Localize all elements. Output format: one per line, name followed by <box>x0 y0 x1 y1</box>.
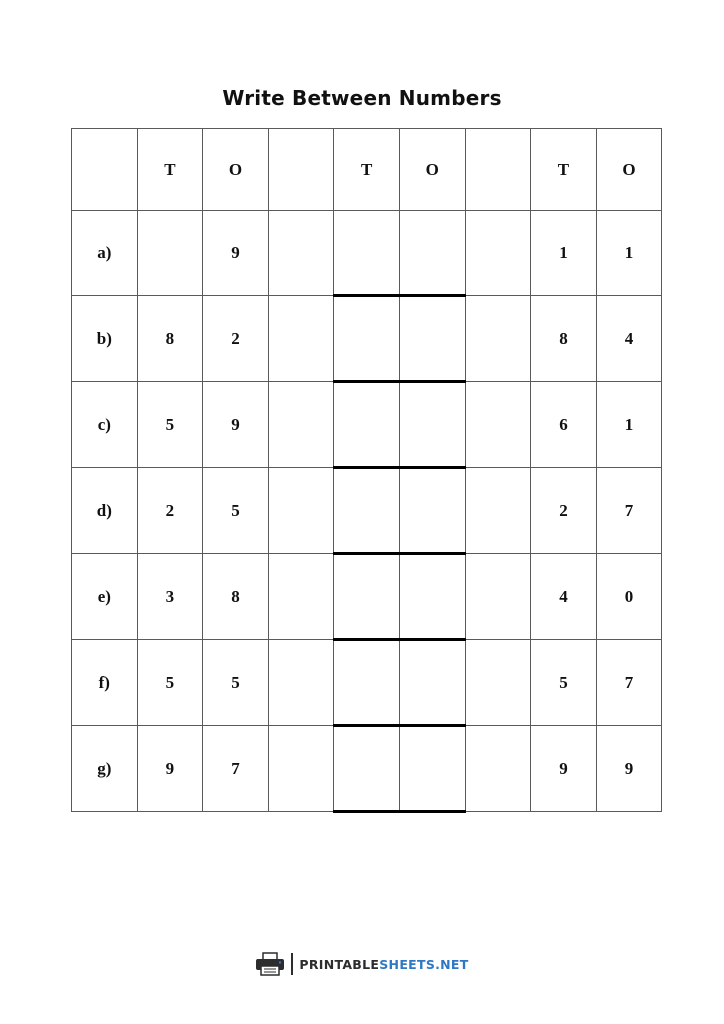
footer-brand-text <box>299 957 468 972</box>
left-tens: 2 <box>137 468 203 554</box>
footer-divider <box>291 953 293 975</box>
answer-ones-box[interactable] <box>399 726 465 812</box>
right-ones: 9 <box>596 726 662 812</box>
spacer-cell <box>465 382 531 468</box>
spacer-cell <box>268 726 334 812</box>
header-cell-ones: O <box>596 129 662 211</box>
left-ones: 5 <box>203 640 269 726</box>
row-label: f) <box>72 640 138 726</box>
right-tens: 4 <box>531 554 597 640</box>
header-cell <box>268 129 334 211</box>
left-tens: 3 <box>137 554 203 640</box>
header-cell-tens: T <box>137 129 203 211</box>
table-row <box>72 382 662 468</box>
spacer-cell <box>268 640 334 726</box>
header-cell-ones: O <box>203 129 269 211</box>
right-ones: 0 <box>596 554 662 640</box>
header-row <box>72 129 662 211</box>
left-ones: 9 <box>203 382 269 468</box>
right-ones: 1 <box>596 382 662 468</box>
right-tens: 9 <box>531 726 597 812</box>
spacer-cell <box>465 211 531 296</box>
row-label: b) <box>72 296 138 382</box>
header-cell-tens: T <box>334 129 400 211</box>
spacer-cell <box>268 296 334 382</box>
brand-sheets-net: SHEETS.NET <box>379 956 469 972</box>
spacer-cell <box>465 468 531 554</box>
answer-ones-box[interactable] <box>399 468 465 554</box>
row-label: a) <box>72 211 138 296</box>
answer-ones-box[interactable] <box>399 296 465 382</box>
right-tens: 6 <box>531 382 597 468</box>
right-tens: 2 <box>531 468 597 554</box>
answer-tens-box[interactable] <box>334 726 400 812</box>
printer-icon <box>255 952 285 976</box>
table-row <box>72 554 662 640</box>
table-row <box>72 296 662 382</box>
row-label: e) <box>72 554 138 640</box>
right-tens: 5 <box>531 640 597 726</box>
answer-ones-box[interactable] <box>399 554 465 640</box>
right-tens: 8 <box>531 296 597 382</box>
spacer-cell <box>268 382 334 468</box>
left-ones: 9 <box>203 211 269 296</box>
spacer-cell <box>465 726 531 812</box>
left-tens <box>137 211 203 296</box>
left-ones: 2 <box>203 296 269 382</box>
header-cell <box>465 129 531 211</box>
answer-ones-box[interactable] <box>399 640 465 726</box>
footer-brand <box>0 952 724 976</box>
left-ones: 7 <box>203 726 269 812</box>
spacer-cell <box>465 640 531 726</box>
spacer-cell <box>465 296 531 382</box>
left-tens: 5 <box>137 382 203 468</box>
worksheet-table <box>71 128 662 813</box>
spacer-cell <box>268 468 334 554</box>
spacer-cell <box>465 554 531 640</box>
answer-ones-box[interactable] <box>399 211 465 296</box>
left-ones: 8 <box>203 554 269 640</box>
right-ones: 7 <box>596 640 662 726</box>
header-cell-ones: O <box>399 129 465 211</box>
spacer-cell <box>268 211 334 296</box>
right-tens: 1 <box>531 211 597 296</box>
table-row <box>72 640 662 726</box>
header-cell <box>72 129 138 211</box>
header-cell-tens: T <box>531 129 597 211</box>
right-ones: 7 <box>596 468 662 554</box>
answer-tens-box[interactable] <box>334 468 400 554</box>
table-row <box>72 468 662 554</box>
answer-tens-box[interactable] <box>334 382 400 468</box>
left-tens: 8 <box>137 296 203 382</box>
right-ones: 1 <box>596 211 662 296</box>
table-row <box>72 726 662 812</box>
row-label: d) <box>72 468 138 554</box>
left-ones: 5 <box>203 468 269 554</box>
answer-tens-box[interactable] <box>334 296 400 382</box>
row-label: c) <box>72 382 138 468</box>
left-tens: 5 <box>137 640 203 726</box>
answer-ones-box[interactable] <box>399 382 465 468</box>
table-row <box>72 211 662 296</box>
brand-printable: PRINTABLE <box>299 956 380 972</box>
row-label: g) <box>72 726 138 812</box>
answer-tens-box[interactable] <box>334 554 400 640</box>
answer-tens-box[interactable] <box>334 211 400 296</box>
left-tens: 9 <box>137 726 203 812</box>
right-ones: 4 <box>596 296 662 382</box>
page-title: Write Between Numbers <box>222 86 502 110</box>
spacer-cell <box>268 554 334 640</box>
answer-tens-box[interactable] <box>334 640 400 726</box>
